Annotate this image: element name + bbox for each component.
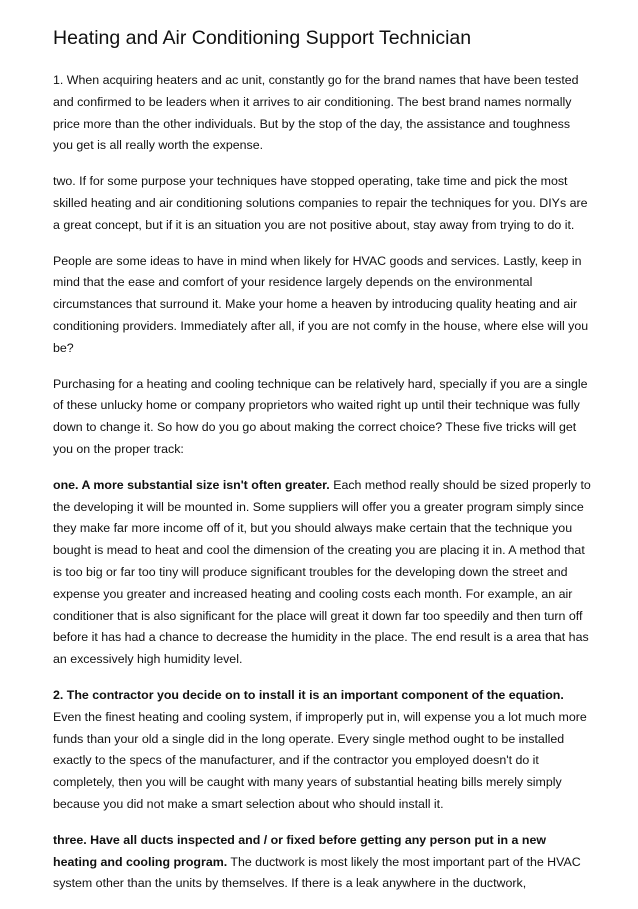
tip-1 <box>53 475 593 671</box>
paragraph-3 <box>53 251 593 360</box>
paragraph-2 <box>53 171 593 236</box>
tip-1-heading: one. A more substantial size isn't often greater. <box>53 477 330 492</box>
tip-2 <box>53 685 593 816</box>
paragraph-3-text: People are some ideas to have in mind when likely for HVAC goods and services. Lastly, keep in mind that the ease and comfort of your residence largely depends on the environmental circumstances that surround it. Make your home a heaven by introducing quality heating and air conditioning providers. Immediately after all, if you are not comfy in the house, where else will you be? <box>53 253 589 355</box>
tip-3-heading: three. Have all ducts inspected and / or fixed before getting any person put in a new heating and cooling program. <box>53 832 546 869</box>
tip-1-text: Each method really should be sized properly to the developing it will be mounted in. Some suppliers will offer you a greater program simply since they make far more income off of it, but you should always make certain that the technique you bought is mead to heat and cool the dimension of the creating you are placing it in. A method that is too big or far too tiny will produce significant troubles for the developing down the street and expense you greater and increased heating and cooling costs each month. For example, an air conditioner that is also significant for the place will great it down far too speedily and then turn off before it has had a chance to decrease the humidity in the place. The end result is a area that has an excessively high humidity level. <box>53 477 591 667</box>
paragraph-2-text: two. If for some purpose your techniques have stopped operating, take time and pick the most skilled heating and air conditioning solutions companies to repair the techniques for you. DIYs are a great concept, but if it is an situation you are not positive about, stay away from trying to do it. <box>53 174 588 232</box>
tip-2-heading: 2. The contractor you decide on to install it is an important component of the equation. <box>53 687 564 702</box>
paragraph-4 <box>53 374 593 461</box>
tip-2-text: Even the finest heating and cooling system, if improperly put in, will expense you a lot much more funds than your old a single did in the long operate. Every single method ought to be installed exactly to the specs of the manufacturer, and if the contractor you employed doesn't do it completely, then you will be caught with many years of substantial heating bills merely simply because you did not make a smart selection about who should install it. <box>53 709 587 811</box>
document-page <box>53 26 593 909</box>
paragraph-1-text: 1. When acquiring heaters and ac unit, constantly go for the brand names that have been tested and confirmed to be leaders when it arrives to air conditioning. The best brand names normally price more than the other individuals. But by the stop of the day, the assistance and toughness you get is all really worth the expense. <box>53 73 579 153</box>
tip-3 <box>53 830 593 895</box>
paragraph-1 <box>53 70 593 157</box>
document-title: Heating and Air Conditioning Support Technician <box>53 27 472 49</box>
tip-3-text: The ductwork is most likely the most important part of the HVAC system other than the units by themselves. If there is a leak anywhere in the ductwork, <box>53 854 581 891</box>
paragraph-4-text: Purchasing for a heating and cooling technique can be relatively hard, specially if you are a single of these unlucky home or company proprietors who waited right up until their technique was fully down to change it. So how do you go about making the correct choice? These five tricks will get you on the proper track: <box>53 376 588 456</box>
